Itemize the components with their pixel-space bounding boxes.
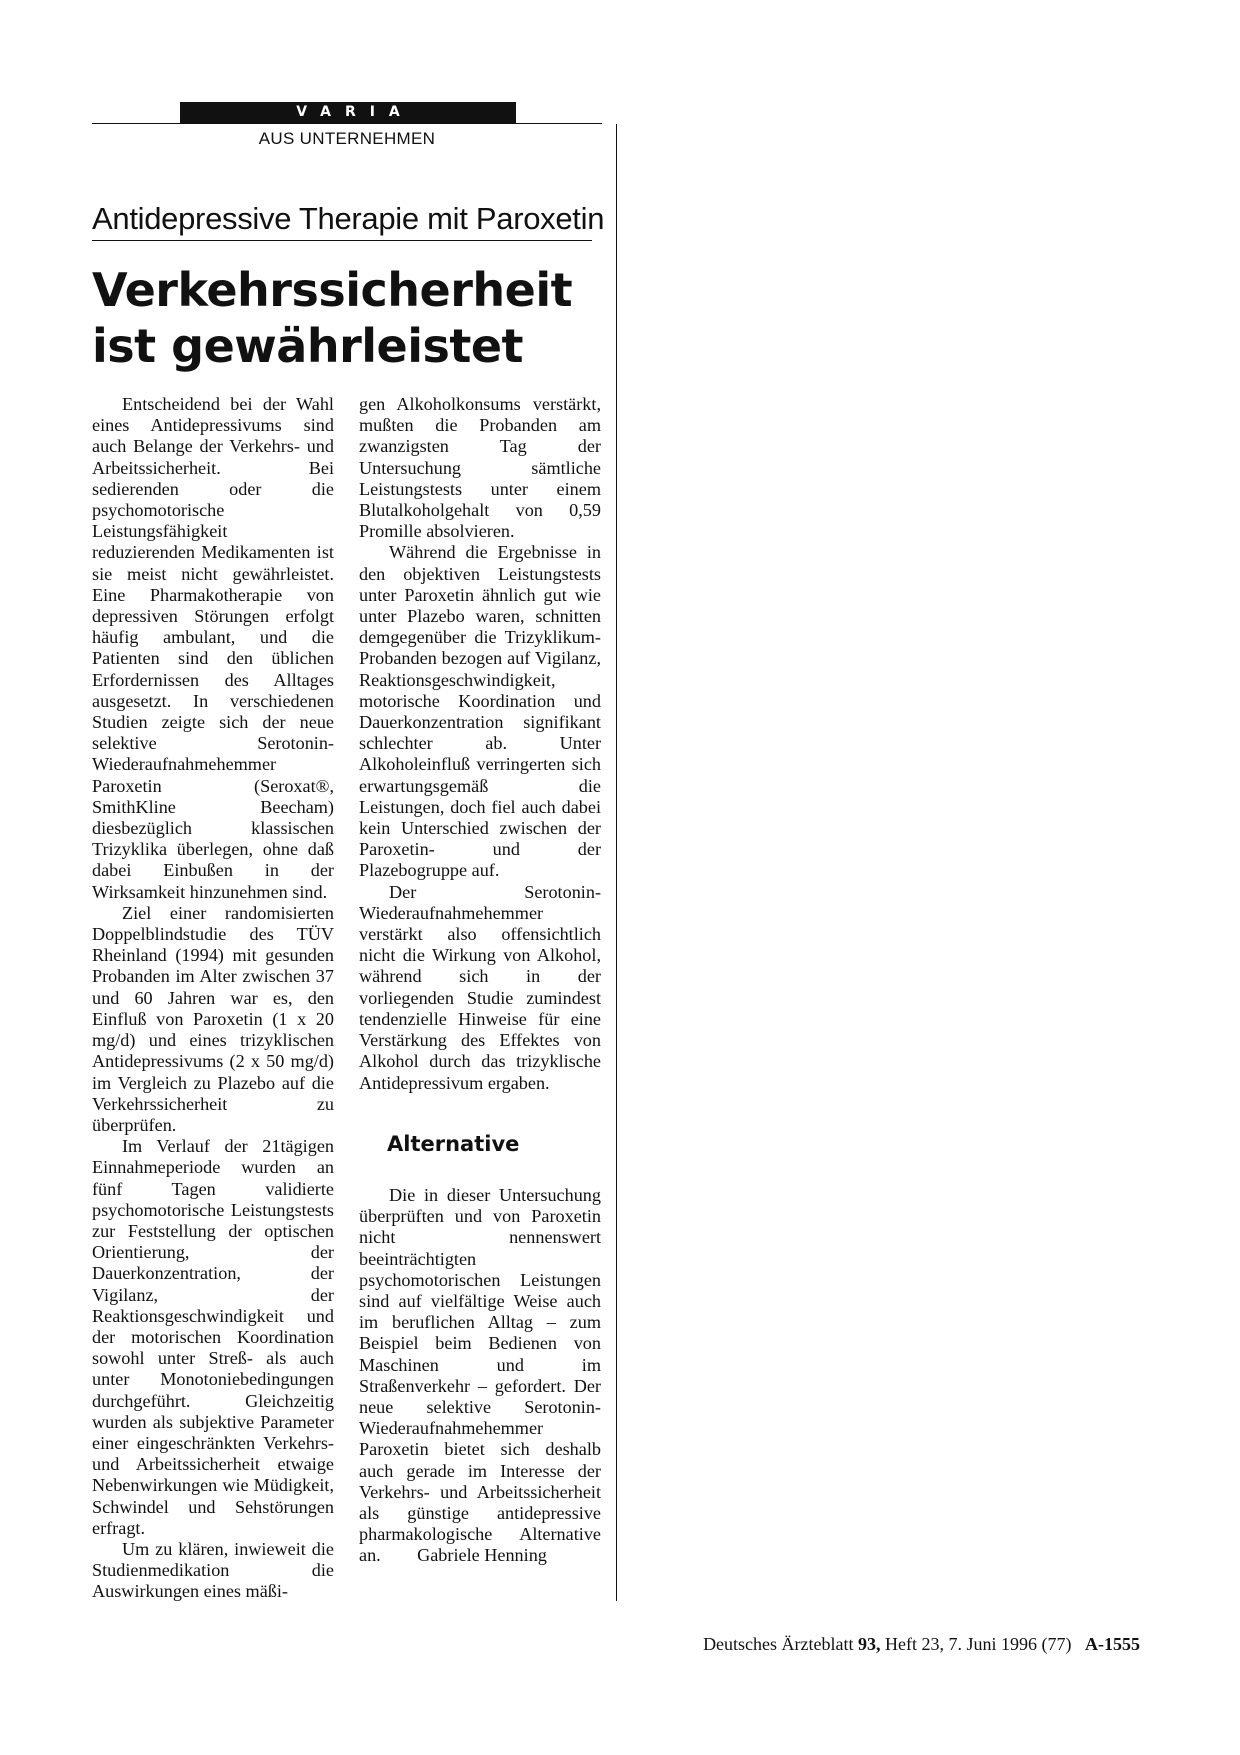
headline-line-1: Verkehrssicherheit xyxy=(92,263,573,317)
page-number: A-1555 xyxy=(1085,1634,1140,1654)
paragraph: gen Alkoholkonsums verstärkt, mußten die Probanden am zwanzigsten Tag der Untersuchung sämtliche Leistungstests unter einem Blutalkoholgehalt von 0,59 Promille absolvieren. xyxy=(359,394,601,542)
article-column-left xyxy=(92,394,334,1603)
author-name: Gabriele Henning xyxy=(417,1545,547,1566)
column-divider xyxy=(616,124,617,1601)
article-kicker: Antidepressive Therapie mit Paroxetin xyxy=(92,201,605,236)
section-label: VARIA xyxy=(180,102,516,123)
subsection-label: AUS UNTERNEHMEN xyxy=(258,129,436,148)
headline-line-2: ist gewährleistet xyxy=(92,319,524,373)
paragraph xyxy=(359,1185,601,1567)
journal-name: Deutsches Ärzteblatt xyxy=(703,1634,854,1654)
paragraph: Um zu klären, inwieweit die Studienmedikation die Auswirkungen eines mäßi- xyxy=(92,1538,334,1602)
section-subheading: Alternative xyxy=(387,1131,520,1156)
page-footer xyxy=(703,1634,1140,1655)
volume-number: 93, xyxy=(858,1634,881,1654)
paragraph-text: Die in dieser Untersuchung überprüften und von Paroxetin nicht nennenswert beeinträchtigten psychomotorischen Leistungen sind auf vielfältige Weise auch im beruflichen Alltag – zum Beispiel beim Bedienen von Maschinen und im Straßenverkehr – gefordert. Der neue selektive Serotonin-Wiederaufnahmehemmer Paroxetin bietet sich deshalb auch gerade im Interesse der Verkehrs- und Arbeitssicherheit als günstige antidepressive pharmakologische Alternative an. xyxy=(359,1184,601,1566)
header-rule xyxy=(92,123,602,124)
paragraph: Ziel einer randomisierten Doppelblindstudie des TÜV Rheinland (1994) mit gesunden Probanden im Alter zwischen 37 und 60 Jahren war es, den Einfluß von Paroxetin (1 x 20 mg/d) und eines trizyklischen Antidepressivums (2 x 50 mg/d) im Vergleich zu Plazebo auf die Verkehrssicherheit zu überprüfen. xyxy=(92,902,334,1135)
paragraph: Während die Ergebnisse in den objektiven Leistungstests unter Paroxetin ähnlich gut wie unter Plazebo waren, schnitten demgegenüber die Trizyklikum-Probanden bezogen auf Vigilanz, Reaktionsgeschwindigkeit, motorische Koordination und Dauerkonzentration signifikant schlechter ab. Unter Alkoholeinfluß verringerten sich erwartungsgemäß die Leistungen, doch fiel auch dabei kein Unterschied zwischen der Paroxetin- und der Plazebogruppe auf. xyxy=(359,542,601,881)
article-headline xyxy=(92,262,612,374)
paragraph: Entscheidend bei der Wahl eines Antidepressivums sind auch Belange der Verkehrs- und Arbeitssicherheit. Bei sedierenden oder die psychomotorische Leistungsfähigkeit reduzierenden Medikamenten ist sie meist nicht gewährleistet. Eine Pharmakotherapie von depressiven Störungen erfolgt häufig ambulant, und die Patienten sind den üblichen Erfordernissen des Alltages ausgesetzt. In verschiedenen Studien zeigte sich der neue selektive Serotonin-Wiederaufnahmehemmer Paroxetin (Seroxat®, SmithKline Beecham) diesbezüglich klassischen Trizyklika überlegen, ohne daß dabei Einbußen in der Wirksamkeit hinzunehmen sind. xyxy=(92,394,334,902)
article-column-right xyxy=(359,394,601,1567)
paragraph: Im Verlauf der 21tägigen Einnahmeperiode wurden an fünf Tagen validierte psychomotorische Leistungstests zur Feststellung der optischen Orientierung, der Dauerkonzentration, der Vigilanz, der Reaktionsgeschwindigkeit und der motorischen Koordination sowohl unter Streß- als auch unter Monotoniebedingungen durchgeführt. Gleichzeitig wurden als subjektive Parameter einer eingeschränkten Verkehrs- und Arbeitssicherheit etwaige Nebenwirkungen wie Müdigkeit, Schwindel und Sehstörungen erfragt. xyxy=(92,1136,334,1538)
paragraph: Der Serotonin-Wiederaufnahmehemmer verstärkt also offensichtlich nicht die Wirkung von Alkohol, während sich in der vorliegenden Studie zumindest tendenzielle Hinweise für eine Verstärkung des Effektes von Alkohol durch das trizyklische Antidepressivum ergaben. xyxy=(359,881,601,1093)
kicker-rule xyxy=(92,240,592,241)
issue-info: Heft 23, 7. Juni 1996 (77) xyxy=(885,1634,1072,1654)
